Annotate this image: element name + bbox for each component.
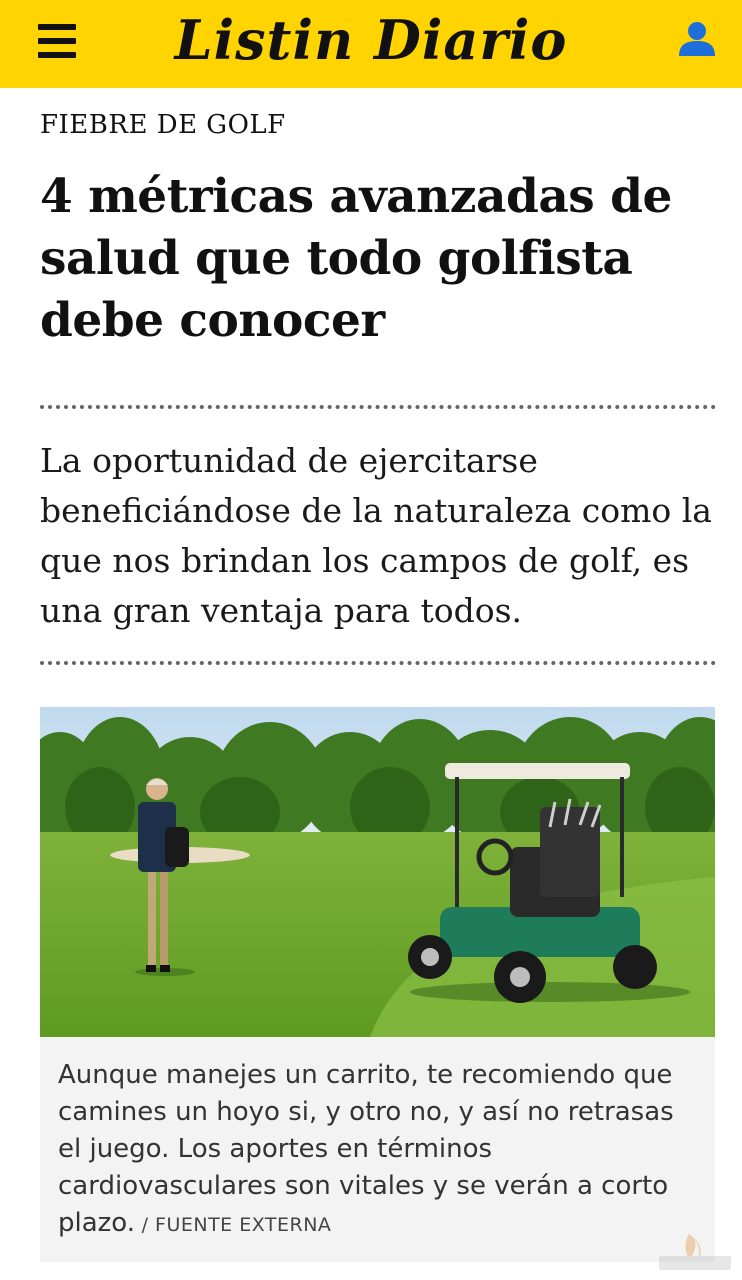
user-account-icon[interactable] [678,20,716,58]
site-logo[interactable]: Listin Diario [174,8,568,72]
section-label[interactable]: FIEBRE DE GOLF [40,110,286,140]
caption-source: / FUENTE EXTERNA [135,1214,332,1236]
caption-text: Aunque manejes un carrito, te recomiendo que camines un hoyo si, y otro no, y así no retrasas el juego. Los aportes en términos cardiovasculares son vitales y se verán a corto plazo. [58,1060,674,1238]
divider-bottom [40,661,716,665]
divider-top [40,405,716,409]
article-summary: La oportunidad de ejercitarse beneficiándose de la naturaleza como la que nos brindan los campos de golf, es una gran ventaja para todos. [40,441,712,630]
fiebre-de-golf-watermark-logo [655,1228,735,1272]
photo-caption [40,1037,715,1262]
article-headline: 4 métricas avanzadas de salud que todo golfista debe conocer [40,169,672,348]
top-bar [0,0,742,88]
golf-course-photo[interactable] [40,707,715,1037]
